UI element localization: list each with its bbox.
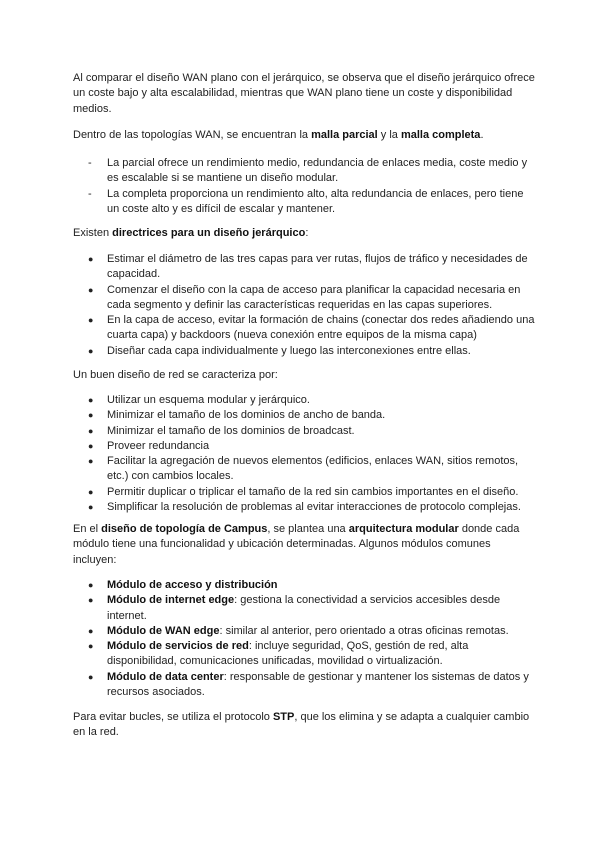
- module-name: Módulo de data center: [107, 670, 224, 683]
- list-item-text: En la capa de acceso, evitar la formación de chains (conectar dos redes añadiendo una cuarta capa) y backdoors (nueva conexión entre equipos de la misma capa): [107, 314, 535, 342]
- paragraph-guidelines: [73, 226, 535, 241]
- bold-term: STP: [272, 711, 295, 723]
- list-item-text: Minimizar el tamaño de los dominios de broadcast.: [107, 424, 355, 437]
- text: En el: [73, 523, 102, 535]
- text: donde cada módulo tiene una funcionalidad y ubicación determinadas. Algunos módulos comunes incluyen:: [73, 523, 520, 566]
- bullet-icon: ●: [88, 625, 94, 636]
- list-item-text: Comenzar el diseño con la capa de acceso para planificar la capacidad necesaria en cada segmento y definir las características requeridas en las capas superiores.: [107, 283, 521, 311]
- text: , que los elimina y se adapta a cualquier cambio en la red.: [73, 711, 530, 739]
- bullet-icon: ●: [88, 486, 94, 497]
- bullet-icon: ●: [88, 580, 94, 590]
- module-name: Módulo de acceso y distribución: [107, 579, 278, 591]
- list-item: [73, 408, 535, 423]
- module-description: : gestiona la conectividad a servicios accesibles desde internet.: [107, 594, 501, 622]
- module-description: : similar al anterior, pero orientado a otras oficinas remotas.: [219, 624, 509, 637]
- paragraph-good-design: Un buen diseño de red se caracteriza por:: [73, 369, 278, 381]
- list-item: [73, 639, 535, 670]
- bullet-icon: ●: [88, 395, 94, 405]
- list-item-text: La parcial ofrece un rendimiento medio, redundancia de enlaces media, coste medio y es escalable si se mantiene un diseño modular.: [107, 157, 528, 185]
- bold-term: malla parcial: [311, 129, 378, 141]
- guidelines-list: [73, 252, 535, 359]
- text: y la: [377, 129, 401, 141]
- bullet-icon: ●: [88, 410, 94, 421]
- list-item: [73, 454, 535, 485]
- list-item-text: Permitir duplicar o triplicar el tamaño de la red sin cambios importantes en el diseño.: [107, 485, 519, 498]
- bullet-icon: ●: [88, 595, 94, 606]
- list-item-text: La completa proporciona un rendimiento alto, alta redundancia de enlaces, pero tiene un coste alto y es difícil de escalar y mantener.: [107, 187, 524, 215]
- list-item: [73, 187, 535, 218]
- bold-term: directrices para un diseño jerárquico: [112, 227, 306, 239]
- module-description: : responsable de gestionar y mantener los sistemas de datos y recursos asociados.: [107, 670, 529, 699]
- list-item-text: Minimizar el tamaño de los dominios de ancho de banda.: [107, 409, 386, 422]
- module-name: Módulo de internet edge: [107, 594, 235, 607]
- list-item: [73, 283, 535, 314]
- bullet-icon: ●: [88, 456, 94, 467]
- list-item-text: Estimar el diámetro de las tres capas para ver rutas, flujos de tráfico y necesidades de capacidad.: [107, 253, 528, 281]
- bold-term: arquitectura modular: [348, 523, 459, 535]
- good-design-list: [73, 393, 535, 515]
- list-item: [73, 578, 535, 593]
- dash-marker: -: [88, 157, 92, 169]
- list-item-text: Simplificar la resolución de problemas al evitar interacciones de protocolo complejas.: [107, 501, 521, 514]
- list-item: [73, 624, 535, 639]
- paragraph-wan-comparison: Al comparar el diseño WAN plano con el jerárquico, se observa que el diseño jerárquico ofrece un coste bajo y alta escalabilidad, mientras que WAN plano tiene un coste y disponibilidad medios.: [73, 72, 535, 115]
- list-item: [73, 500, 535, 515]
- list-item: [73, 156, 535, 187]
- bullet-icon: ●: [88, 502, 94, 513]
- module-name: Módulo de servicios de red: [107, 640, 249, 653]
- bullet-icon: ●: [88, 345, 94, 356]
- list-item: [73, 344, 535, 359]
- list-item: [73, 439, 535, 454]
- module-description: : incluye seguridad, QoS, gestión de red, alta disponibilidad, comunicaciones unificadas, movilidad o virtualización.: [107, 640, 469, 668]
- bullet-icon: ●: [88, 254, 94, 264]
- bullet-icon: ●: [88, 284, 94, 295]
- bullet-icon: ●: [88, 440, 94, 451]
- dash-marker: -: [88, 187, 92, 200]
- text: .: [480, 129, 484, 141]
- bullet-icon: ●: [88, 315, 94, 326]
- paragraph-stp: [73, 710, 535, 741]
- list-item: [73, 485, 535, 500]
- list-item: [73, 252, 535, 283]
- campus-modules-list: [73, 578, 535, 700]
- bullet-icon: ●: [88, 641, 94, 652]
- text: Existen: [73, 227, 113, 239]
- list-item-text: Diseñar cada capa individualmente y luego las interconexiones entre ellas.: [107, 344, 471, 357]
- bullet-icon: ●: [88, 425, 94, 436]
- module-name: Módulo de WAN edge: [107, 624, 220, 637]
- dash-list: [73, 156, 535, 217]
- bold-term: malla completa: [400, 129, 481, 141]
- list-item-text: Facilitar la agregación de nuevos elementos (edificios, enlaces WAN, sitios remotos, etc.) con cambios locales.: [107, 455, 519, 483]
- paragraph-wan-topologies: [73, 128, 535, 143]
- bullet-icon: ●: [88, 671, 94, 682]
- list-item: [73, 393, 535, 408]
- list-item: [73, 670, 535, 701]
- list-item: [73, 593, 535, 624]
- list-item-text: Utilizar un esquema modular y jerárquico.: [107, 394, 310, 406]
- list-item: [73, 424, 535, 439]
- text: Para evitar bucles, se utiliza el protocolo: [73, 711, 273, 723]
- paragraph-campus-design: [73, 522, 535, 568]
- bold-term: diseño de topología de Campus: [101, 523, 268, 535]
- text: , se plantea una: [267, 523, 349, 535]
- text: Dentro de las topologías WAN, se encuentran la: [73, 129, 312, 141]
- text: :: [305, 227, 309, 239]
- list-item: [73, 313, 535, 344]
- list-item-text: Proveer redundancia: [107, 439, 210, 452]
